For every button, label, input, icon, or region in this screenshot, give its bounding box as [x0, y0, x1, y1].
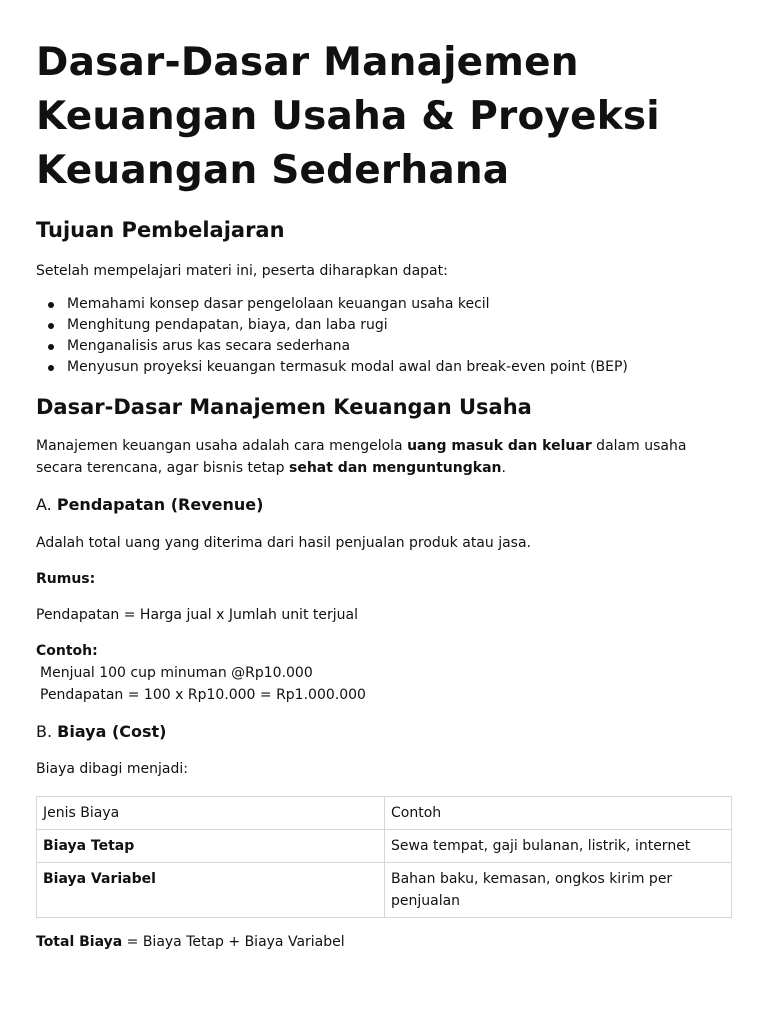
title-line-1: Dasar-Dasar Manajemen	[36, 40, 579, 85]
definition-text-3: .	[501, 460, 506, 476]
table-cell: Bahan baku, kemasan, ongkos kirim per penjualan	[385, 863, 732, 918]
list-item	[36, 315, 732, 336]
rumus-label: Rumus:	[36, 571, 96, 587]
contoh-line-2: Pendapatan = 100 x Rp10.000 = Rp1.000.000	[40, 687, 366, 703]
subsection-heading-pendapatan	[36, 494, 732, 516]
table-cell: Biaya Tetap	[37, 830, 385, 863]
definition-text-1: Manajemen keuangan usaha adalah cara mengelola	[36, 438, 408, 454]
list-item-text: Memahami konsep dasar pengelolaan keuangan usaha kecil	[67, 296, 490, 312]
pendapatan-formula: Pendapatan = Harga jual x Jumlah unit terjual	[36, 607, 358, 623]
list-item-text: Menganalisis arus kas secara sederhana	[67, 338, 351, 354]
tujuan-intro: Setelah mempelajari materi ini, peserta diharapkan dapat:	[36, 263, 448, 279]
subsection-heading-biaya	[36, 721, 732, 743]
subsection-title-b: Biaya (Cost)	[57, 722, 167, 741]
table-header-contoh: Contoh	[385, 797, 732, 830]
total-biaya-label: Total Biaya	[36, 934, 123, 950]
bullet-icon	[48, 302, 54, 308]
objectives-list	[36, 294, 732, 378]
table-header-row	[37, 797, 732, 830]
pendapatan-description: Adalah total uang yang diterima dari hasil penjualan produk atau jasa.	[36, 535, 532, 551]
definition-paragraph	[36, 435, 732, 479]
bullet-icon	[48, 365, 54, 371]
definition-bold-2: sehat dan menguntungkan	[288, 460, 502, 476]
cost-table	[36, 796, 732, 918]
list-item	[36, 357, 732, 378]
subsection-title-a: Pendapatan (Revenue)	[56, 495, 264, 514]
list-item-text: Menyusun proyeksi keuangan termasuk modal awal dan break-even point (BEP)	[67, 359, 628, 375]
section-heading-dasar: Dasar-Dasar Manajemen Keuangan Usaha	[36, 395, 532, 419]
table-header-jenis: Jenis Biaya	[37, 797, 385, 830]
table-cell: Biaya Variabel	[37, 863, 385, 918]
title-line-2: Keuangan Usaha & Proyeksi	[36, 94, 660, 139]
table-cell: Sewa tempat, gaji bulanan, listrik, internet	[385, 830, 732, 863]
list-item	[36, 336, 732, 357]
bullet-icon	[48, 323, 54, 329]
total-biaya-formula	[36, 931, 732, 953]
biaya-intro: Biaya dibagi menjadi:	[36, 761, 188, 777]
list-item	[36, 294, 732, 315]
contoh-label: Contoh:	[36, 643, 98, 659]
subsection-prefix-b: B.	[36, 722, 58, 741]
contoh-line-1: Menjual 100 cup minuman @Rp10.000	[40, 665, 313, 681]
bullet-icon	[48, 344, 54, 350]
list-item-text: Menghitung pendapatan, biaya, dan laba rugi	[67, 317, 388, 333]
definition-text-2: dalam usaha secara terencana, agar bisnis tetap	[36, 438, 687, 476]
definition-bold-1: uang masuk dan keluar	[407, 438, 592, 454]
total-biaya-rest: = Biaya Tetap + Biaya Variabel	[122, 934, 345, 950]
subsection-prefix-a: A.	[36, 495, 57, 514]
document-title	[36, 0, 732, 198]
table-row	[37, 830, 732, 863]
table-row	[37, 863, 732, 918]
title-line-3: Keuangan Sederhana	[36, 148, 510, 193]
section-heading-tujuan: Tujuan Pembelajaran	[36, 218, 285, 242]
